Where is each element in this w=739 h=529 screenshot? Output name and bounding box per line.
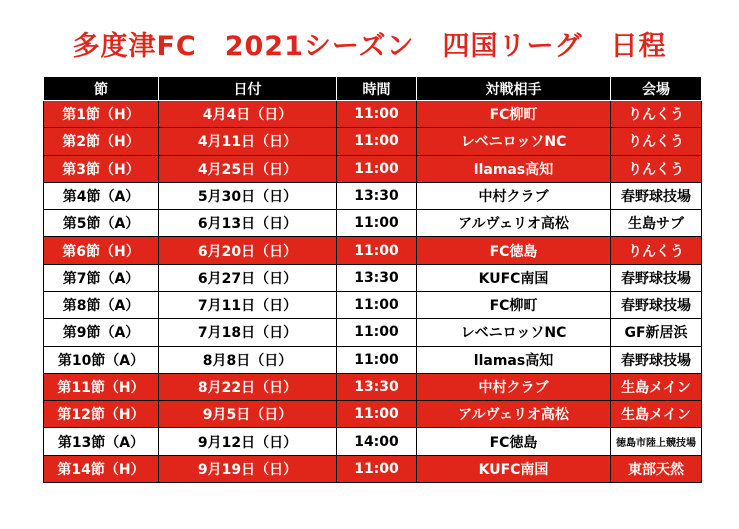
opponent-cell: アルヴェリオ高松 (417, 210, 611, 237)
round-cell: 第11節（H） (44, 373, 159, 400)
date-cell: 5月30日（日） (159, 182, 337, 209)
schedule-table (43, 76, 702, 483)
opponent-cell: FC柳町 (417, 101, 611, 128)
table-row (44, 237, 702, 264)
time-cell: 11:00 (337, 291, 417, 318)
table-row (44, 182, 702, 209)
opponent-cell: レベニロッソNC (417, 319, 611, 346)
date-cell: 9月12日（日） (159, 428, 337, 455)
time-cell: 13:30 (337, 264, 417, 291)
round-cell: 第12節（H） (44, 401, 159, 428)
date-cell: 4月25日（日） (159, 155, 337, 182)
opponent-cell: KUFC南国 (417, 455, 611, 482)
venue-cell: りんくう (611, 101, 702, 128)
time-cell: 11:00 (337, 101, 417, 128)
round-cell: 第9節（A） (44, 319, 159, 346)
round-cell: 第2節（H） (44, 128, 159, 155)
col-header-date: 日付 (159, 77, 337, 101)
table-row (44, 264, 702, 291)
col-header-venue: 会場 (611, 77, 702, 101)
header-row (44, 77, 702, 101)
venue-cell: GF新居浜 (611, 319, 702, 346)
table-row (44, 291, 702, 318)
opponent-cell: llamas高知 (417, 346, 611, 373)
opponent-cell: KUFC南国 (417, 264, 611, 291)
opponent-cell: llamas高知 (417, 155, 611, 182)
opponent-cell: 中村クラブ (417, 182, 611, 209)
time-cell: 11:00 (337, 346, 417, 373)
round-cell: 第8節（A） (44, 291, 159, 318)
venue-cell: 生島メイン (611, 373, 702, 400)
date-cell: 6月20日（日） (159, 237, 337, 264)
page-title: 多度津FC 2021シーズン 四国リーグ 日程 (72, 31, 667, 62)
time-cell: 11:00 (337, 128, 417, 155)
table-row (44, 128, 702, 155)
time-cell: 13:30 (337, 182, 417, 209)
table-row (44, 155, 702, 182)
opponent-cell: FC徳島 (417, 237, 611, 264)
date-cell: 4月4日（日） (159, 101, 337, 128)
round-cell: 第5節（A） (44, 210, 159, 237)
venue-cell: りんくう (611, 237, 702, 264)
date-cell: 7月11日（日） (159, 291, 337, 318)
round-cell: 第6節（H） (44, 237, 159, 264)
table-row (44, 455, 702, 482)
date-cell: 6月27日（日） (159, 264, 337, 291)
date-cell: 8月8日（日） (159, 346, 337, 373)
venue-cell: 生島メイン (611, 401, 702, 428)
table-row (44, 401, 702, 428)
table-row (44, 101, 702, 128)
time-cell: 11:00 (337, 210, 417, 237)
opponent-cell: FC柳町 (417, 291, 611, 318)
opponent-cell: FC徳島 (417, 428, 611, 455)
table-row (44, 373, 702, 400)
venue-cell: 春野球技場 (611, 346, 702, 373)
round-cell: 第4節（A） (44, 182, 159, 209)
col-header-round: 節 (44, 77, 159, 101)
table-row (44, 428, 702, 455)
date-cell: 7月18日（日） (159, 319, 337, 346)
round-cell: 第10節（A） (44, 346, 159, 373)
table-row (44, 319, 702, 346)
time-cell: 11:00 (337, 319, 417, 346)
table-row (44, 346, 702, 373)
date-cell: 9月5日（日） (159, 401, 337, 428)
venue-cell: 徳島市陸上競技場 (611, 428, 702, 455)
time-cell: 11:00 (337, 455, 417, 482)
round-cell: 第3節（H） (44, 155, 159, 182)
time-cell: 13:30 (337, 373, 417, 400)
time-cell: 14:00 (337, 428, 417, 455)
round-cell: 第7節（A） (44, 264, 159, 291)
table-row (44, 210, 702, 237)
date-cell: 6月13日（日） (159, 210, 337, 237)
round-cell: 第14節（H） (44, 455, 159, 482)
time-cell: 11:00 (337, 237, 417, 264)
round-cell: 第13節（A） (44, 428, 159, 455)
venue-cell: 春野球技場 (611, 291, 702, 318)
opponent-cell: 中村クラブ (417, 373, 611, 400)
venue-cell: 東部天然 (611, 455, 702, 482)
col-header-time: 時間 (337, 77, 417, 101)
round-cell: 第1節（H） (44, 101, 159, 128)
date-cell: 8月22日（日） (159, 373, 337, 400)
venue-cell: りんくう (611, 128, 702, 155)
col-header-opponent: 対戦相手 (417, 77, 611, 101)
opponent-cell: アルヴェリオ高松 (417, 401, 611, 428)
venue-cell: 春野球技場 (611, 264, 702, 291)
date-cell: 9月19日（日） (159, 455, 337, 482)
date-cell: 4月11日（日） (159, 128, 337, 155)
opponent-cell: レベニロッソNC (417, 128, 611, 155)
venue-cell: 春野球技場 (611, 182, 702, 209)
venue-cell: 生島サブ (611, 210, 702, 237)
time-cell: 11:00 (337, 401, 417, 428)
venue-cell: りんくう (611, 155, 702, 182)
time-cell: 11:00 (337, 155, 417, 182)
